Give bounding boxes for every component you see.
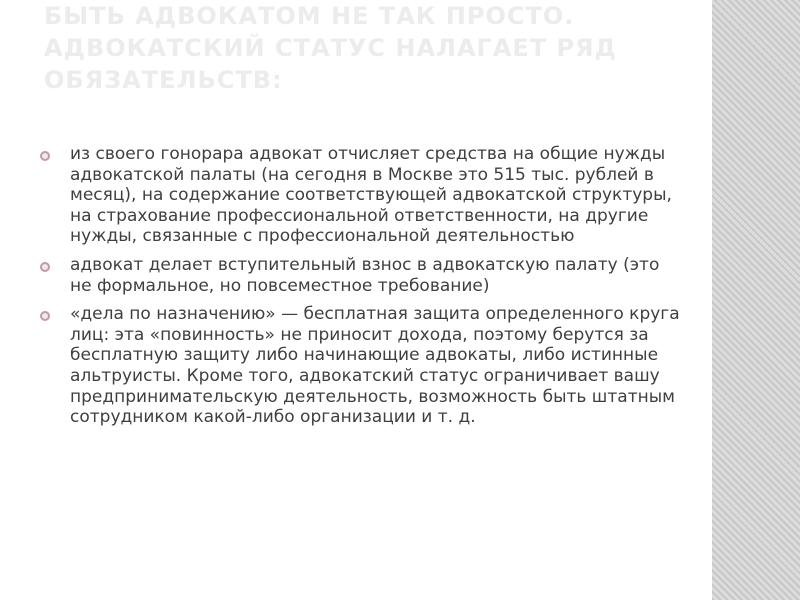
- bullet-list: [40, 144, 680, 436]
- bullet-item: [40, 304, 680, 428]
- circle-bullet-icon: [40, 311, 50, 321]
- bullet-text: из своего гонорара адвокат отчисляет средства на общие нужды адвокатской палаты (на сегодня в Москве это 515 тыс. рублей в месяц), на содержание соответствующей адвокатской структуры, на страхование профессиональной ответственности, на другие нужды, связанные с профессиональной деятельностью: [70, 144, 672, 247]
- circle-bullet-icon: [40, 262, 50, 272]
- bullet-item: [40, 255, 680, 296]
- bullet-text: «дела по назначению» — бесплатная защита определенного круга лиц: эта «повинность» не приносит дохода, поэтому берутся за бесплатную защиту либо начинающие адвокаты, либо истинные альтруисты. Кроме того, адвокатский статус ограничивает вашу предпринимательскую деятельность, возможность быть штатным сотрудником какой-либо организации и т. д.: [70, 304, 680, 428]
- bullet-text: адвокат делает вступительный взнос в адвокатскую палату (это не формальное, но повсеместное требование): [70, 254, 660, 296]
- bullet-item: [40, 144, 680, 247]
- slide-title: БЫТЬ АДВОКАТОМ НЕ ТАК ПРОСТО. АДВОКАТСКИЙ СТАТУС НАЛАГАЕТ РЯД ОБЯЗАТЕЛЬСТВ:: [44, 2, 617, 94]
- circle-bullet-icon: [40, 151, 50, 161]
- side-stripe-panel: [712, 0, 800, 600]
